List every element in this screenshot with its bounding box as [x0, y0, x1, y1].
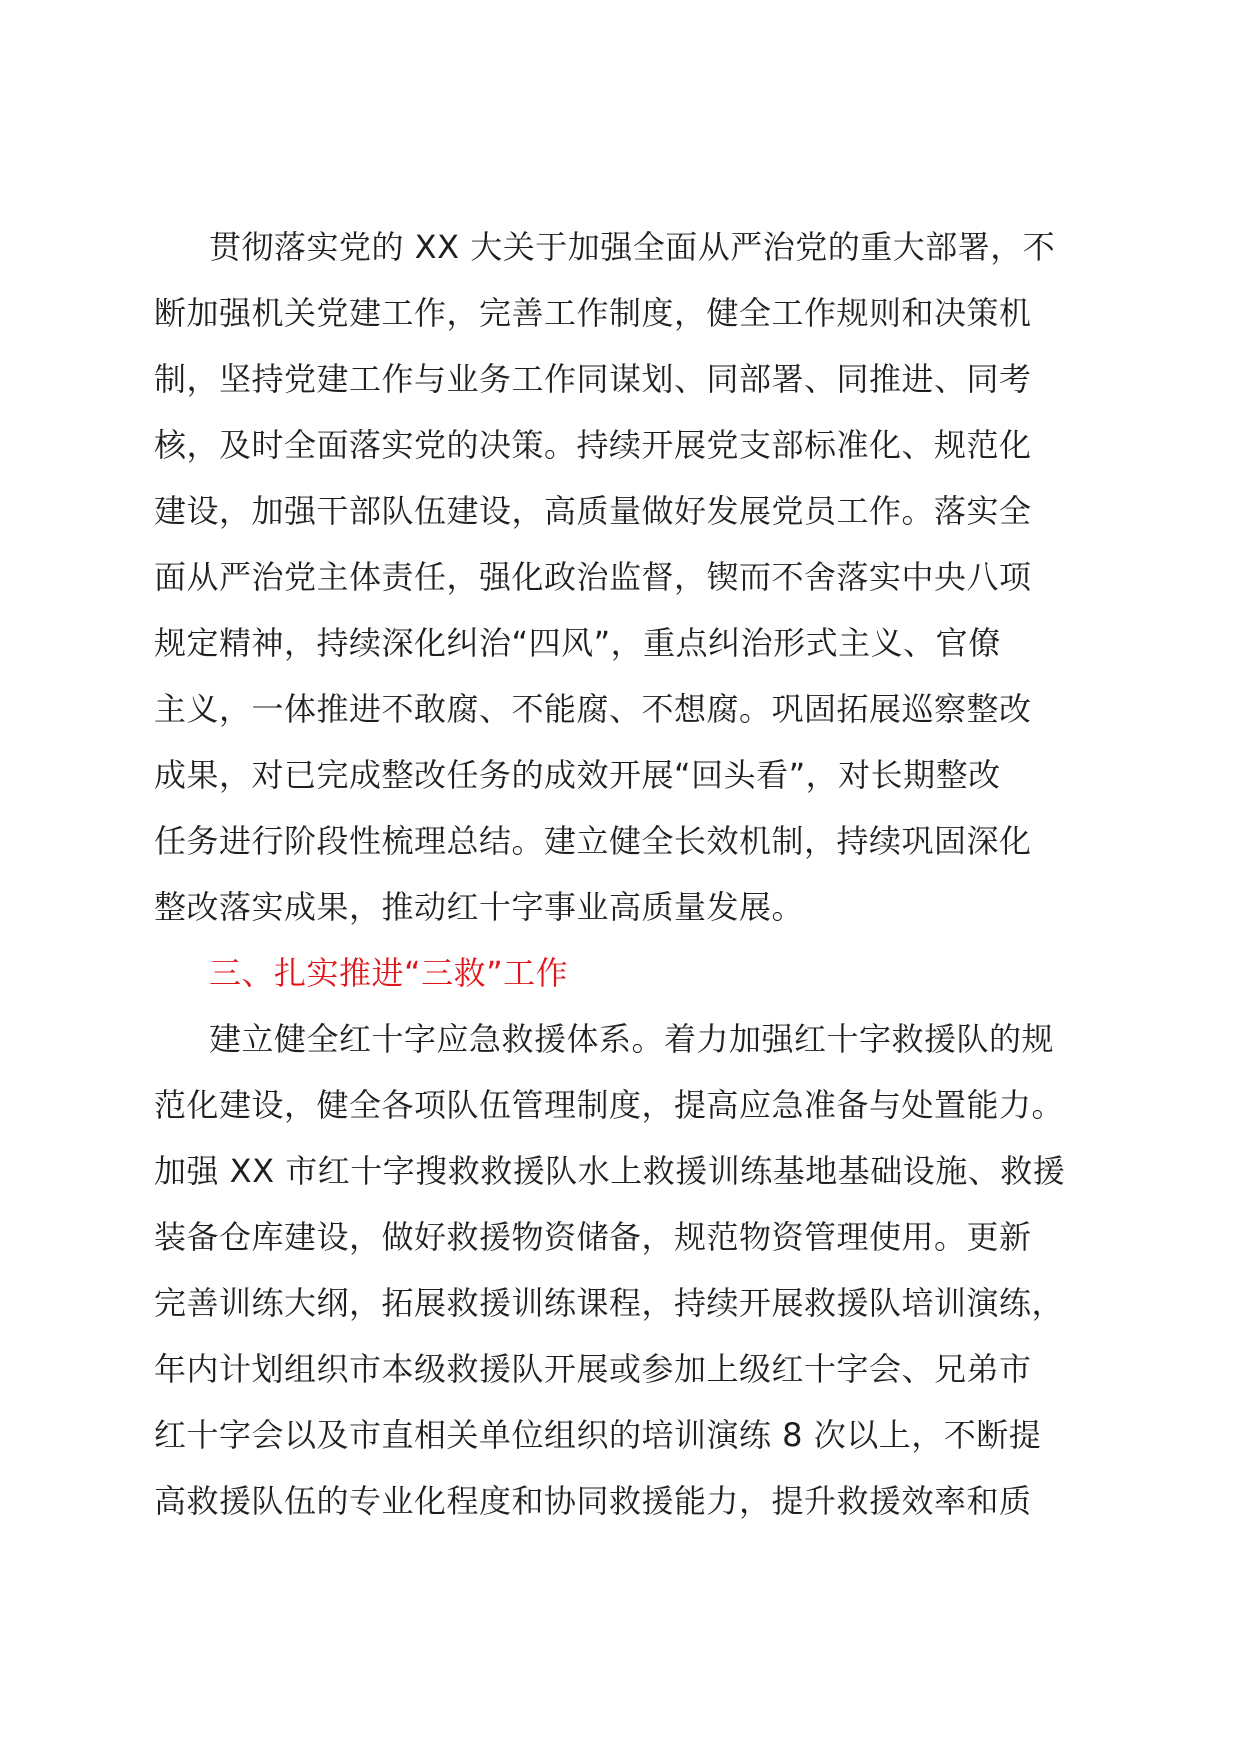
paragraph-line: 断加强机关党建工作，完善工作制度，健全工作规则和决策机 — [154, 294, 1032, 332]
paragraph-line: 核，及时全面落实党的决策。持续开展党支部标准化、规范化 — [154, 426, 1032, 464]
paragraph-line: 制，坚持党建工作与业务工作同谋划、同部署、同推进、同考 — [154, 360, 1032, 398]
paragraph-line: 任务进行阶段性梳理总结。建立健全长效机制，持续巩固深化 — [154, 822, 1032, 860]
paragraph-line: 贯彻落实党的 XX 大关于加强全面从严治党的重大部署，不 — [209, 228, 1056, 266]
paragraph-line: 范化建设，健全各项队伍管理制度，提高应急准备与处置能力。 — [154, 1086, 1065, 1124]
paragraph-line: 高救援队伍的专业化程度和协同救援能力，提升救援效率和质 — [154, 1482, 1032, 1520]
paragraph-line: 成果，对已完成整改任务的成效开展“回头看”，对长期整改 — [154, 756, 1001, 794]
paragraph-line: 规定精神，持续深化纠治“四风”，重点纠治形式主义、官僚 — [154, 624, 1001, 662]
paragraph-line: 整改落实成果，推动红十字事业高质量发展。 — [154, 888, 805, 926]
paragraph-line: 建设，加强干部队伍建设，高质量做好发展党员工作。落实全 — [154, 492, 1032, 530]
paragraph-line: 完善训练大纲，拓展救援训练课程，持续开展救援队培训演练， — [154, 1284, 1065, 1322]
paragraph-line: 主义，一体推进不敢腐、不能腐、不想腐。巩固拓展巡察整改 — [154, 690, 1032, 728]
paragraph-line: 建立健全红十字应急救援体系。着力加强红十字救援队的规 — [209, 1020, 1055, 1058]
document-body — [154, 214, 1094, 1534]
paragraph-line: 加强 XX 市红十字搜救救援队水上救援训练基地基础设施、救援 — [154, 1152, 1066, 1190]
paragraph-line: 面从严治党主体责任，强化政治监督，锲而不舍落实中央八项 — [154, 558, 1032, 596]
section-heading: 三、扎实推进“三救”工作 — [209, 954, 569, 992]
paragraph-line: 年内计划组织市本级救援队开展或参加上级红十字会、兄弟市 — [154, 1350, 1032, 1388]
paragraph-line: 红十字会以及市直相关单位组织的培训演练 8 次以上，不断提 — [154, 1416, 1042, 1454]
paragraph-line: 装备仓库建设，做好救援物资储备，规范物资管理使用。更新 — [154, 1218, 1032, 1256]
